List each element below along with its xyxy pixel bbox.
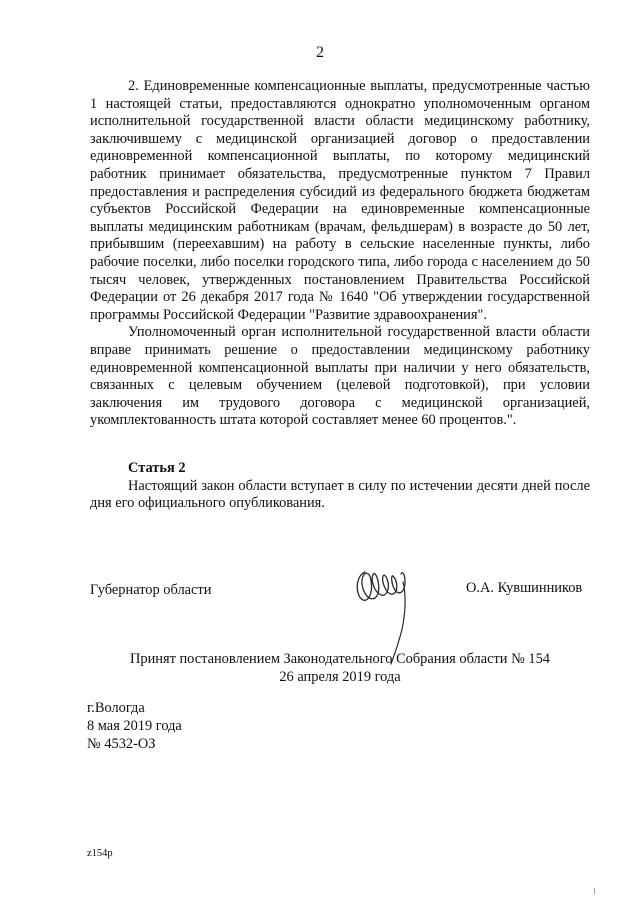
article-body bbox=[90, 78, 590, 430]
adoption-line-1: Принят постановлением Законодательного Собрания области № 154 bbox=[129, 651, 550, 667]
paragraph-compensation-payments: 2. Единовременные компенсационные выплаты, предусмотренные частью 1 настоящей статьи, предоставляются однократно уполномоченным органом исполнительной государственной власти области медицинскому работнику, заключившему с медицинской организацией договор о предоставлении единовременной компенсационной выплаты, по которому медицинский работник принимает обязательства, предусмотренные пунктом 7 Правил предоставления и распределения субсидий из федерального бюджета бюджетам субъектов Российской Федерации на единовременные компенсационные выплаты медицинским работникам (врачам, фельдшерам) в возрасте до 50 лет, прибывшим (переехавшим) на работу в сельские населенные пункты, либо рабочие поселки, либо поселки городского типа, либо города с населением до 50 тысяч человек, утвержденных постановлением Правительства Российской Федерации от 26 декабря 2017 года № 1640 "Об утверждении государственной программы Российской Федерации "Развитие здравоохранения". bbox=[90, 78, 590, 323]
city: г.Вологда bbox=[87, 700, 145, 716]
scan-mark bbox=[594, 888, 595, 894]
governor-title: Губернатор области bbox=[90, 582, 212, 598]
law-number: № 4532-ОЗ bbox=[87, 736, 156, 752]
governor-name: О.А. Кувшинников bbox=[466, 580, 583, 596]
page-number: 2 bbox=[316, 44, 324, 61]
paragraph-authorized-body: Уполномоченный орган исполнительной государственной власти области вправе принимать решение о предоставлении медицинскому работнику единовременной компенсационной выплаты при наличии у него обязательств, связанных с целевым обучением (целевой подготовкой), при условии заключения им трудового договора с медицинской организацией, укомплектованность штата которой составляет менее 60 процентов.". bbox=[90, 324, 590, 429]
article-2-text: Настоящий закон области вступает в силу по истечении десяти дней после дня его официального опубликования. bbox=[90, 477, 590, 512]
adoption-line-2: 26 апреля 2019 года bbox=[279, 668, 401, 685]
adoption-note bbox=[90, 651, 590, 686]
article-2-title: Статья 2 bbox=[128, 460, 186, 476]
document-code: z154p bbox=[87, 848, 113, 859]
article-2 bbox=[90, 460, 590, 513]
signing-date: 8 мая 2019 года bbox=[87, 718, 182, 734]
place-date-block bbox=[87, 699, 182, 753]
